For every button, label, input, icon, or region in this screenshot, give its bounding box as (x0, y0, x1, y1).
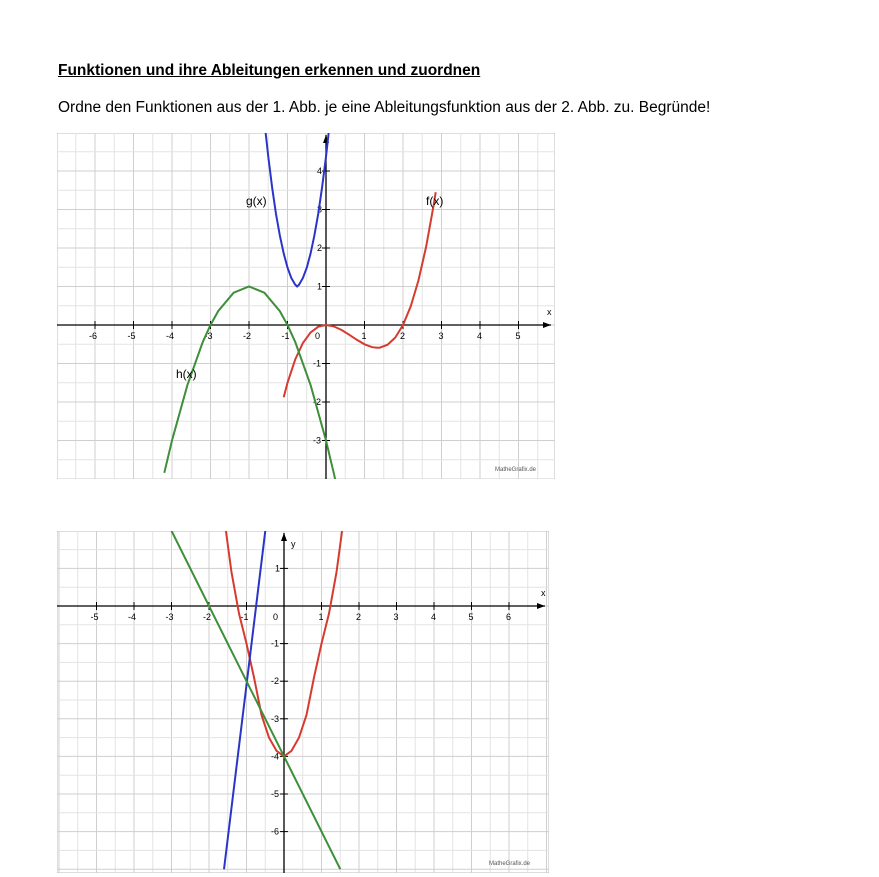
x-tick-label: 3 (438, 331, 444, 341)
x-tick-label: 2 (356, 612, 362, 622)
y-tick-label: -4 (271, 751, 280, 762)
x-tick-label: 5 (468, 612, 474, 622)
x-tick-label: -6 (89, 331, 98, 341)
x-tick-label: -4 (128, 612, 137, 622)
function-label: f(x) (426, 194, 444, 208)
x-tick-label: -3 (204, 331, 213, 341)
derivative-graph-2 (57, 531, 549, 873)
x-axis-label: x (541, 588, 546, 598)
y-tick-label: -2 (271, 676, 280, 687)
function-label: g(x) (246, 194, 267, 208)
y-axis-label: y (291, 539, 296, 549)
x-tick-label: -1 (281, 331, 290, 341)
y-tick-label: 3 (317, 204, 323, 215)
task-instruction: Ordne den Funktionen aus der 1. Abb. je eine Ableitungsfunktion aus der 2. Abb. zu. Begründe! (58, 99, 711, 116)
y-tick-label: -6 (271, 826, 280, 837)
x-tick-label: 0 (315, 331, 321, 341)
x-tick-label: -5 (90, 612, 99, 622)
x-tick-label: -2 (203, 612, 212, 622)
y-tick-label: -1 (271, 638, 280, 649)
x-tick-label: 4 (477, 331, 483, 341)
y-tick-label: -2 (313, 397, 322, 407)
x-tick-label: 4 (431, 612, 437, 622)
watermark: MatheGrafix.de (495, 467, 537, 473)
function-graph-1 (57, 133, 555, 479)
x-tick-label: 5 (515, 331, 521, 341)
watermark: MatheGrafix.de (489, 861, 531, 867)
x-tick-label: 3 (393, 612, 399, 622)
y-tick-label: -1 (313, 358, 322, 369)
x-tick-label: 1 (318, 612, 324, 622)
x-tick-label: -1 (240, 612, 249, 622)
x-axis-label: x (547, 307, 552, 317)
y-tick-label: 1 (275, 563, 281, 574)
x-tick-label: 6 (506, 612, 512, 622)
x-tick-label: -4 (166, 331, 175, 341)
y-tick-label: 2 (317, 243, 323, 253)
function-label: h(x) (176, 367, 197, 381)
x-tick-label: 2 (400, 331, 406, 341)
y-tick-label: -3 (271, 713, 280, 724)
x-tick-label: -2 (243, 331, 252, 341)
x-tick-label: -5 (127, 331, 136, 341)
y-tick-label: 4 (317, 166, 323, 176)
y-tick-label: -5 (271, 789, 280, 799)
x-tick-label: 0 (273, 612, 279, 622)
x-tick-label: 1 (361, 331, 367, 341)
x-tick-label: -3 (165, 612, 174, 622)
document-title: Funktionen und ihre Ableitungen erkennen und zuordnen (58, 62, 481, 79)
y-tick-label: -3 (313, 435, 322, 446)
y-tick-label: 1 (317, 281, 323, 292)
